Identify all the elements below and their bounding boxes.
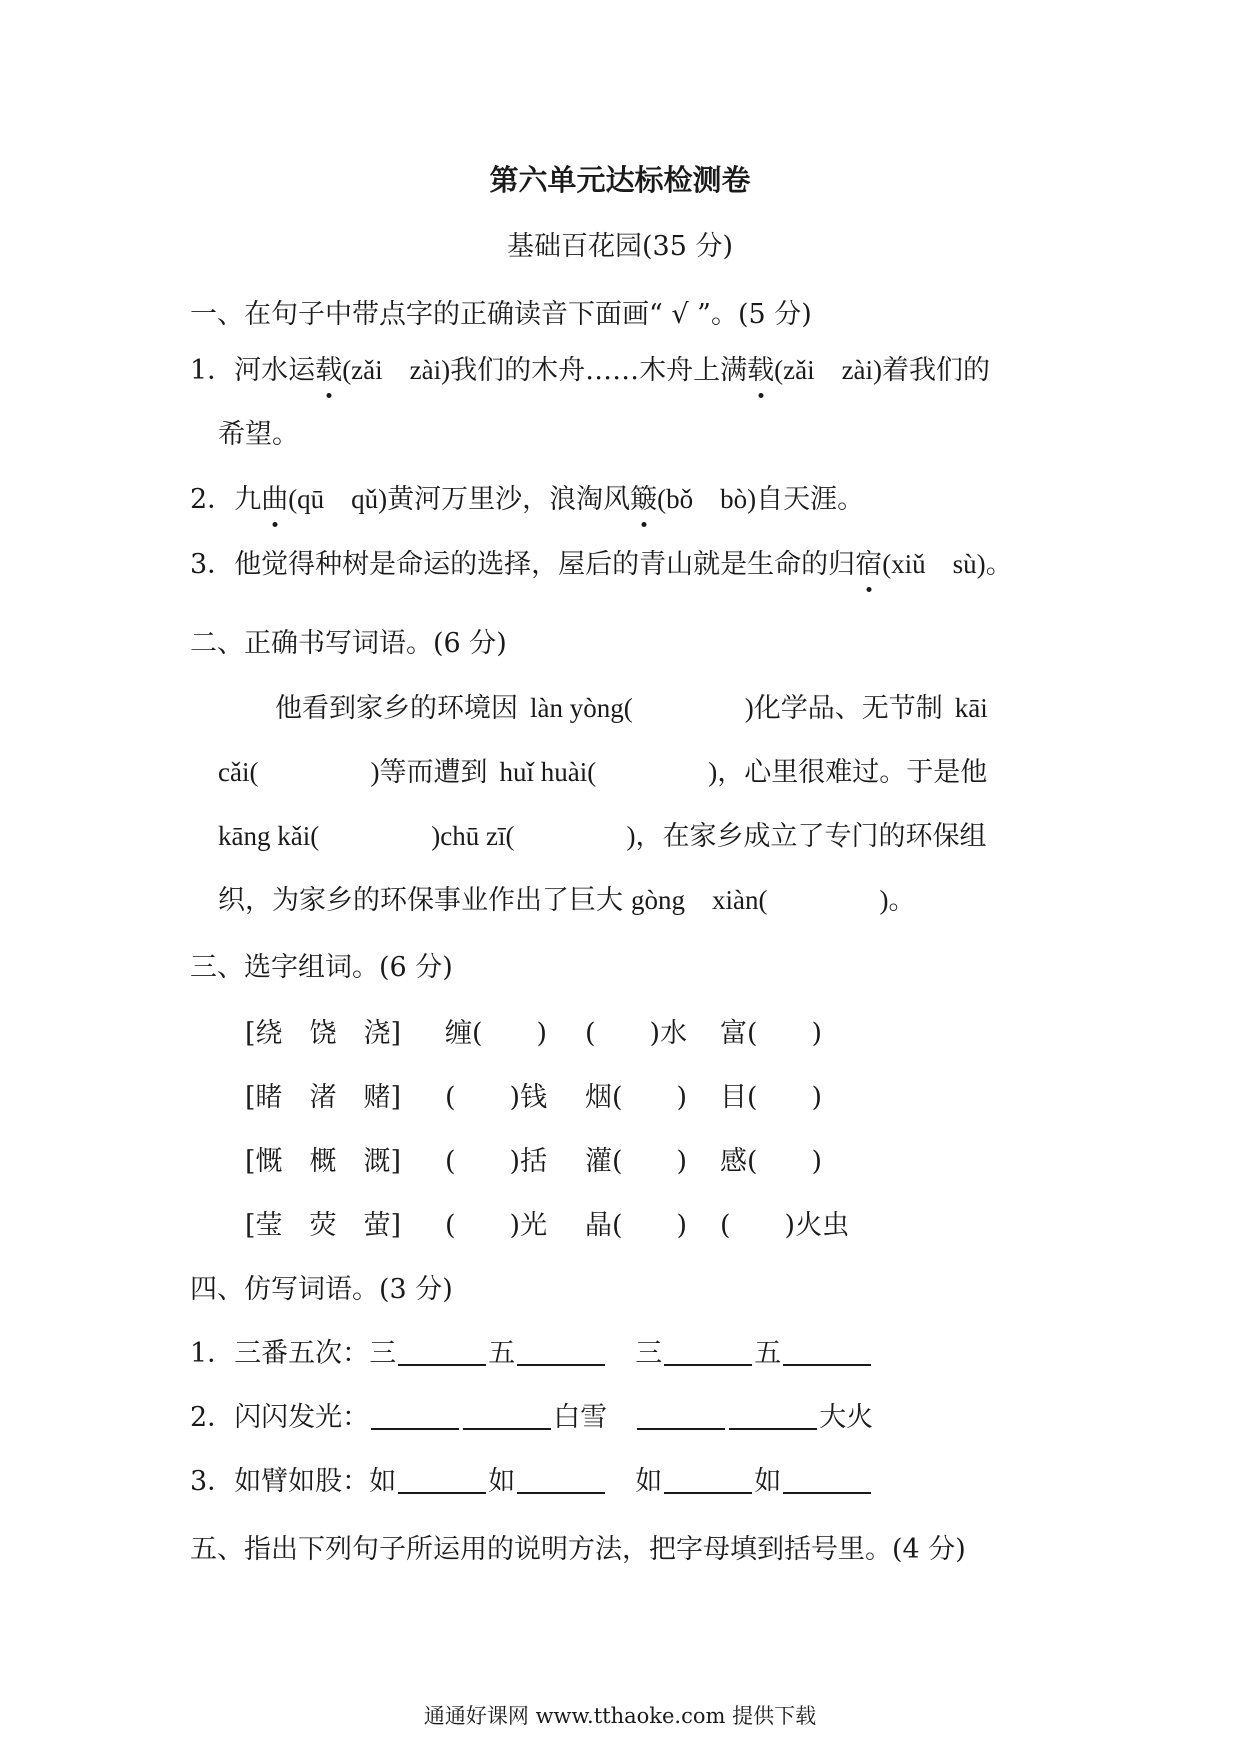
answer-paren[interactable]: ( ) xyxy=(310,821,441,851)
item-text: 。 xyxy=(985,549,1013,580)
item-text: 九 xyxy=(234,484,262,515)
section2-line1 xyxy=(275,688,988,729)
passage-text: ，心里很难过。于是他 xyxy=(717,757,988,788)
page-subtitle: 基础百花园(35 分) xyxy=(506,231,733,262)
dotted-char: 载 xyxy=(747,351,774,391)
answer-paren[interactable]: ( ) xyxy=(249,757,380,787)
word-group-row xyxy=(245,1206,849,1246)
pinyin-options: (zǎi zài) xyxy=(774,355,883,385)
passage-text: ，在家乡成立了专门的环保组 xyxy=(635,821,987,852)
fill-blank[interactable] xyxy=(398,1338,486,1366)
item-text: 如 xyxy=(754,1466,782,1497)
item-text: 自天涯。 xyxy=(756,484,865,515)
passage-text: 等而遭到 xyxy=(379,757,488,788)
section1-item1 xyxy=(190,350,990,391)
item-text: 如 xyxy=(635,1466,663,1497)
fill-blank[interactable] xyxy=(463,1402,551,1430)
item-label: 如臂如股： xyxy=(234,1466,370,1497)
pinyin-options: (qū qǔ) xyxy=(288,484,388,514)
dotted-char: 宿 xyxy=(855,545,882,585)
passage-text: 。 xyxy=(888,885,916,916)
answer-paren[interactable]: ( ) xyxy=(758,885,889,915)
pinyin-prompt: gòng xiàn xyxy=(631,885,759,915)
char-options: [睹 渚 赌] xyxy=(245,1082,402,1113)
section1-item3 xyxy=(190,544,1013,585)
item-text: 我们的木舟……木舟上满 xyxy=(450,355,748,386)
section1-heading: 一、在句子中带点字的正确读音下面画“ √ ”。(5 分) xyxy=(190,299,812,330)
fill-blank[interactable] xyxy=(729,1402,817,1430)
pinyin-prompt: huǐ huài xyxy=(499,757,588,787)
char-options: [慨 概 溉] xyxy=(245,1146,402,1177)
word-blank[interactable]: 缠( ) xyxy=(445,1018,548,1049)
dotted-char: 载 xyxy=(315,351,342,391)
item-number: 3． xyxy=(190,549,235,580)
item-text: 大火 xyxy=(819,1402,874,1433)
pinyin-options: (bǒ bò) xyxy=(657,484,757,514)
word-blank[interactable]: ( )钱 xyxy=(445,1082,548,1113)
pinyin-options: (zǎi zài) xyxy=(342,355,451,385)
word-blank[interactable]: ( )括 xyxy=(445,1146,548,1177)
fill-blank[interactable] xyxy=(517,1466,605,1494)
passage-text: 他看到家乡的环境因 xyxy=(275,693,518,724)
section4-item1 xyxy=(190,1334,873,1374)
section2-line3 xyxy=(218,816,986,857)
answer-paren[interactable]: ( ) xyxy=(587,757,718,787)
word-blank[interactable]: 灌( ) xyxy=(585,1146,688,1177)
word-blank[interactable]: 感( ) xyxy=(720,1146,823,1177)
word-blank[interactable]: 富( ) xyxy=(720,1018,823,1049)
word-blank[interactable]: ( )水 xyxy=(585,1018,688,1049)
pinyin-prompt: cǎi xyxy=(218,757,250,787)
pinyin-prompt: kāi xyxy=(954,693,988,723)
item-text: 如 xyxy=(488,1466,516,1497)
item-text: 五 xyxy=(754,1338,782,1369)
item-text: 着我们的 xyxy=(882,355,991,386)
section3-heading: 三、选字组词。(6 分) xyxy=(190,952,453,983)
section1-item2 xyxy=(190,479,864,520)
page-footer: 通通好课网 www.tthaoke.com 提供下载 xyxy=(423,1704,817,1728)
item-text: 河水运 xyxy=(234,355,316,386)
section2-line2 xyxy=(218,752,987,793)
answer-paren[interactable]: ( ) xyxy=(505,821,636,851)
fill-blank[interactable] xyxy=(783,1338,871,1366)
item-number: 1． xyxy=(190,1338,235,1369)
section2-line4 xyxy=(218,880,916,921)
fill-blank[interactable] xyxy=(637,1402,725,1430)
word-blank[interactable]: 烟( ) xyxy=(585,1082,688,1113)
pinyin-prompt: chū zī xyxy=(440,821,506,851)
char-options: [莹 荧 萤] xyxy=(245,1210,402,1241)
pinyin-prompt: làn yòng xyxy=(530,693,624,723)
item-text: 白雪 xyxy=(553,1402,608,1433)
section4-item2 xyxy=(190,1398,873,1438)
dotted-char: 簸 xyxy=(630,480,657,520)
word-blank[interactable]: 晶( ) xyxy=(585,1210,688,1241)
fill-blank[interactable] xyxy=(398,1466,486,1494)
item-text: 黄河万里沙，浪淘风 xyxy=(387,484,631,515)
section5-heading: 五、指出下列句子所运用的说明方法，把字母填到括号里。(4 分) xyxy=(190,1534,966,1565)
item-text: 三 xyxy=(369,1338,397,1369)
passage-text: 化学品、无节制 xyxy=(753,693,943,724)
page-title: 第六单元达标检测卷 xyxy=(489,163,751,197)
word-group-row xyxy=(245,1142,822,1182)
section2-heading: 二、正确书写词语。(6 分) xyxy=(190,628,507,659)
item-number: 1． xyxy=(190,355,235,386)
word-group-row xyxy=(245,1014,822,1054)
item-text: 他觉得种树是命运的选择，屋后的青山就是生命的归 xyxy=(234,549,856,580)
answer-paren[interactable]: ( ) xyxy=(623,693,754,723)
passage-text: 织，为家乡的环保事业作出了巨大 xyxy=(218,885,623,916)
fill-blank[interactable] xyxy=(783,1466,871,1494)
item-label: 闪闪发光： xyxy=(234,1402,370,1433)
fill-blank[interactable] xyxy=(664,1466,752,1494)
word-group-row xyxy=(245,1078,822,1118)
char-options: [绕 饶 浇] xyxy=(245,1018,402,1049)
item-label: 三番五次： xyxy=(234,1338,370,1369)
item-text: 三 xyxy=(635,1338,663,1369)
pinyin-options: (xiǔ sù) xyxy=(882,549,986,579)
section1-item1-continued: 希望。 xyxy=(218,419,299,450)
section4-heading: 四、仿写词语。(3 分) xyxy=(190,1274,453,1305)
item-text: 如 xyxy=(369,1466,397,1497)
dotted-char: 曲 xyxy=(261,480,288,520)
word-blank[interactable]: 目( ) xyxy=(720,1082,823,1113)
fill-blank[interactable] xyxy=(664,1338,752,1366)
item-number: 3． xyxy=(190,1466,235,1497)
item-text: 五 xyxy=(488,1338,516,1369)
word-blank[interactable]: ( )光 xyxy=(445,1210,548,1241)
fill-blank[interactable] xyxy=(371,1402,459,1430)
item-number: 2． xyxy=(190,484,235,515)
item-number: 2． xyxy=(190,1402,235,1433)
word-blank[interactable]: ( )火虫 xyxy=(720,1210,850,1241)
section4-item3 xyxy=(190,1462,873,1502)
pinyin-prompt: kāng kǎi xyxy=(218,821,311,851)
fill-blank[interactable] xyxy=(517,1338,605,1366)
